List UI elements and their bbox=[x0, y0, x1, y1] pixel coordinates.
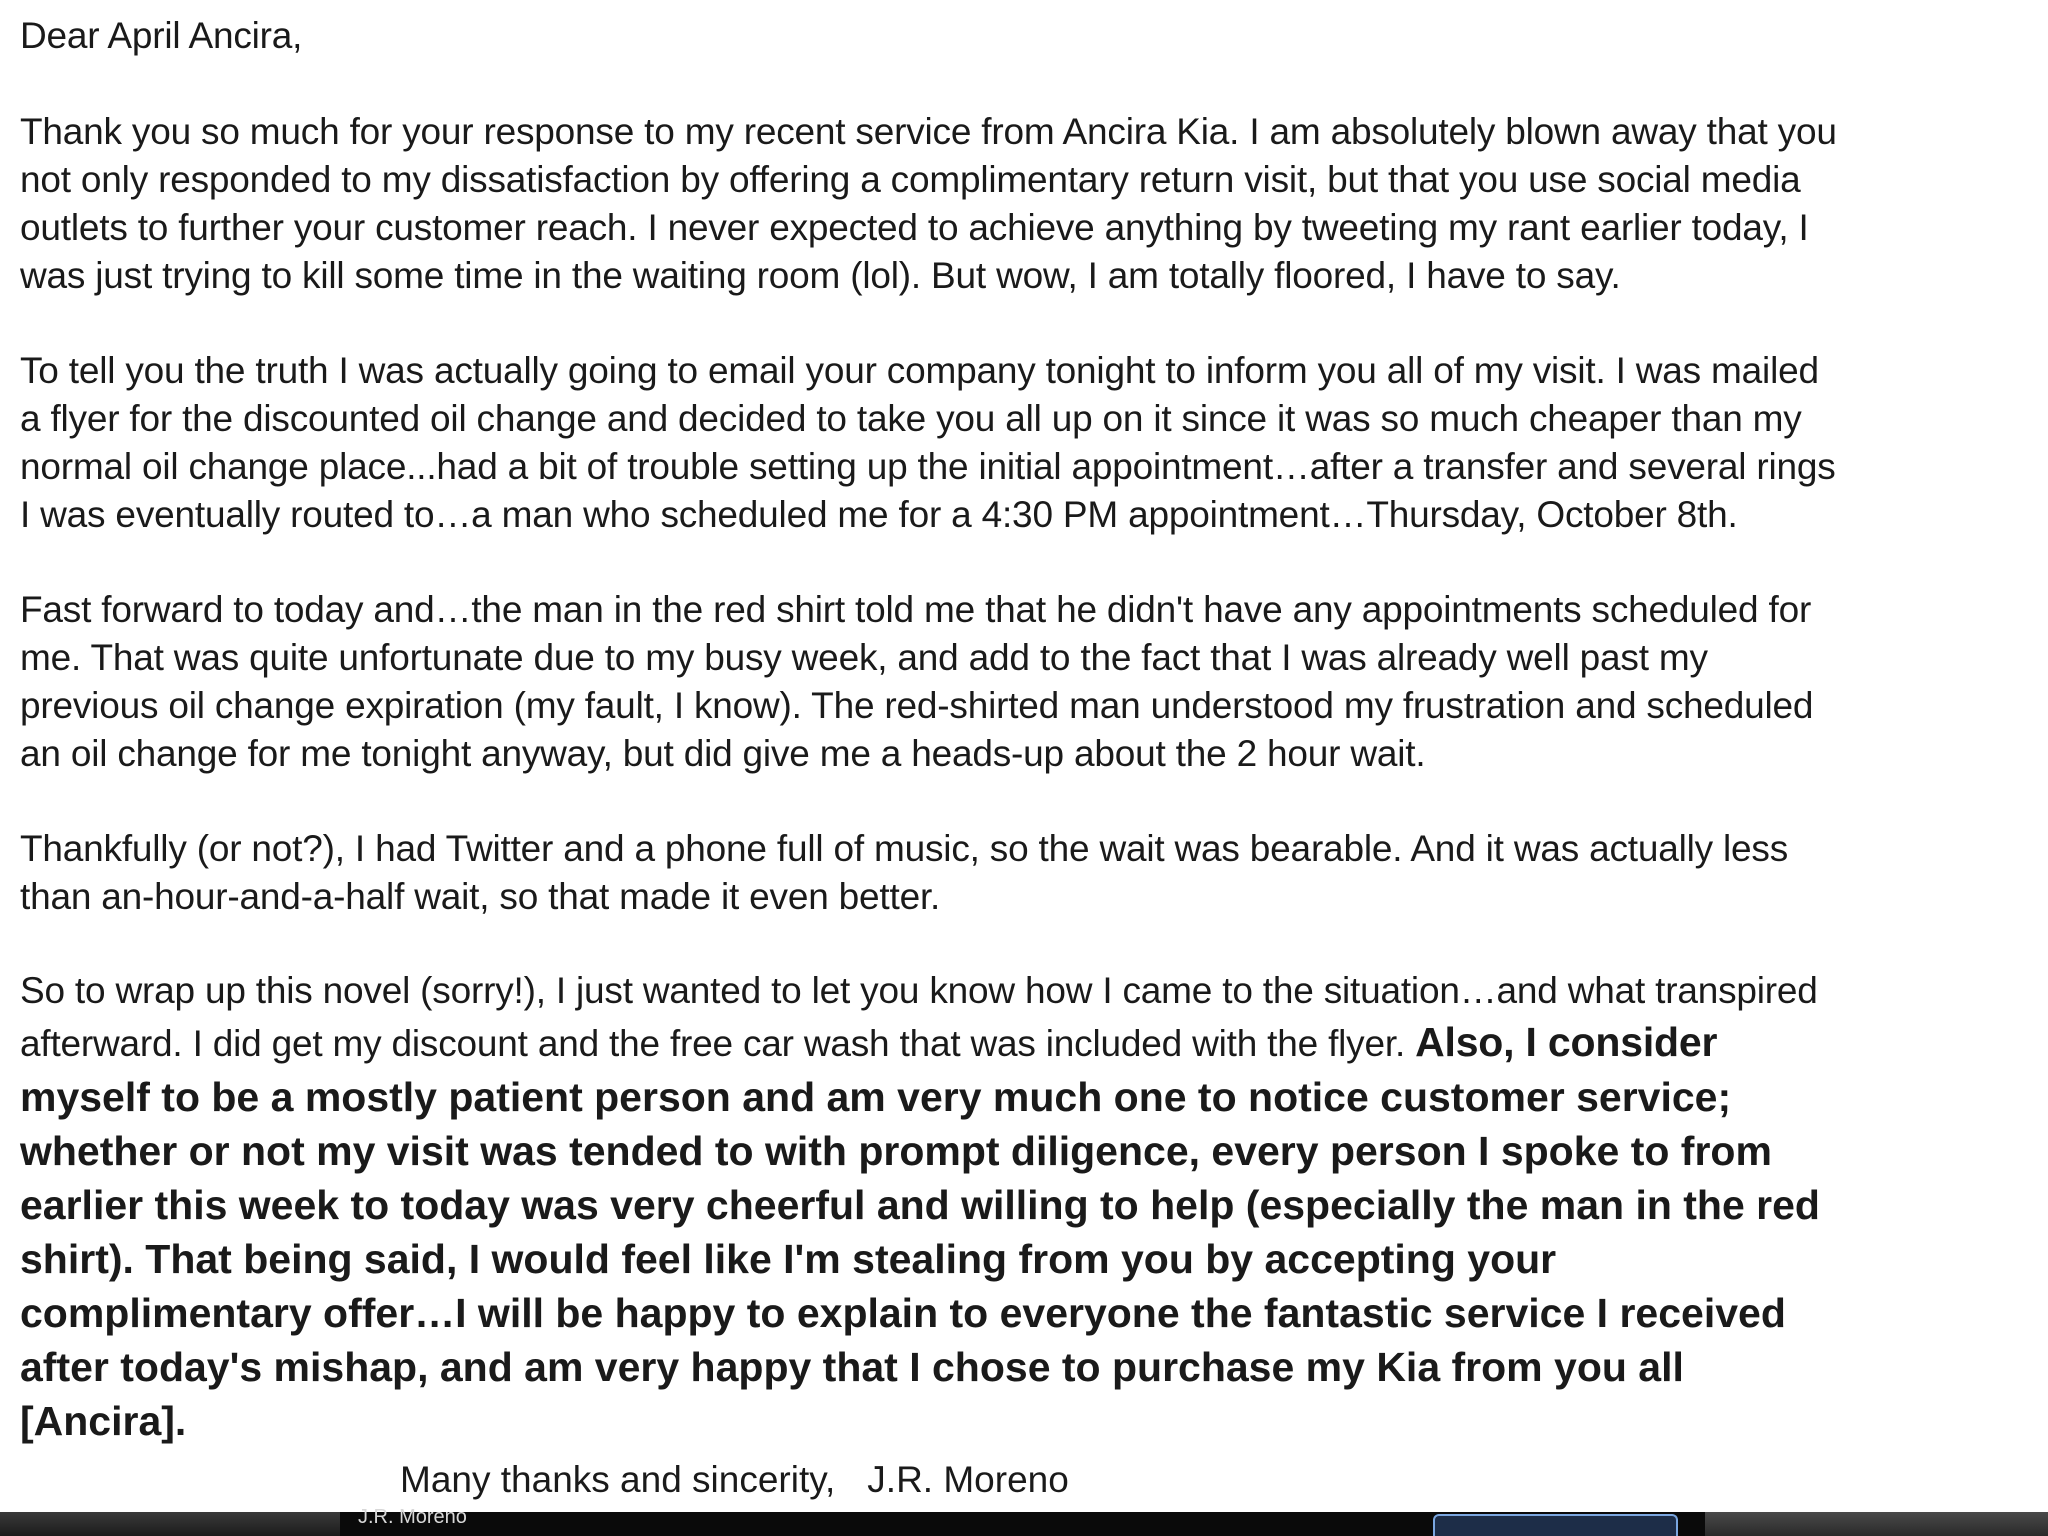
bold-line-5: complimentary offer…I will be happy to explain to everyone the fantastic service I received bbox=[20, 1290, 1786, 1336]
footer-right-panel bbox=[1705, 1512, 2048, 1536]
signature: J.R. Moreno bbox=[867, 1459, 1069, 1500]
bold-line-4: shirt). That being said, I would feel like I'm stealing from you by accepting your bbox=[20, 1236, 1557, 1282]
footer-thumbnail[interactable] bbox=[1433, 1514, 1678, 1536]
paragraph-5-line-2-bold: Also, I consider bbox=[1415, 1019, 1718, 1065]
paragraph-3-line-3: previous oil change expiration (my fault, I know). The red-shirted man understood my frustration and scheduled bbox=[20, 685, 1814, 726]
signoff bbox=[400, 1456, 1069, 1504]
paragraph-3-line-1: Fast forward to today and…the man in the red shirt told me that he didn't have any appointments scheduled for bbox=[20, 589, 1812, 630]
paragraph-4-line-2: than an-hour-and-a-half wait, so that made it even better. bbox=[20, 876, 941, 917]
paragraph-5-line-1: So to wrap up this novel (sorry!), I just wanted to let you know how I came to the situation…and what transpired bbox=[20, 970, 1818, 1011]
paragraph-1-line-2: not only responded to my dissatisfaction by offering a complimentary return visit, but that you use social media bbox=[20, 159, 1801, 200]
paragraph-1-line-3: outlets to further your customer reach. I never expected to achieve anything by tweeting my rant earlier today, I bbox=[20, 207, 1809, 248]
footer-strip bbox=[0, 1506, 2048, 1536]
bold-line-1: myself to be a mostly patient person and am very much one to notice customer service; bbox=[20, 1074, 1732, 1120]
paragraph-5-line-2-regular: afterward. I did get my discount and the free car wash that was included with the flyer. bbox=[20, 1023, 1416, 1064]
paragraph-2-line-4: I was eventually routed to…a man who scheduled me for a 4:30 PM appointment…Thursday, October 8th. bbox=[20, 494, 1738, 535]
footer-caption: J.R. Moreno bbox=[358, 1506, 467, 1528]
bold-line-7: [Ancira]. bbox=[20, 1398, 187, 1444]
bold-line-3: earlier this week to today was very cheerful and willing to help (especially the man in the red bbox=[20, 1182, 1820, 1228]
paragraph-1-line-1: Thank you so much for your response to my recent service from Ancira Kia. I am absolutely blown away that you bbox=[20, 111, 1837, 152]
paragraph-2-line-1: To tell you the truth I was actually going to email your company tonight to inform you all of my visit. I was mailed bbox=[20, 350, 1819, 391]
paragraph-5-line-2 bbox=[20, 1018, 1717, 1068]
paragraph-3-line-4: an oil change for me tonight anyway, but did give me a heads-up about the 2 hour wait. bbox=[20, 733, 1426, 774]
bold-line-2: whether or not my visit was tended to with prompt diligence, every person I spoke to from bbox=[20, 1128, 1772, 1174]
paragraph-2-line-2: a flyer for the discounted oil change and decided to take you all up on it since it was so much cheaper than my bbox=[20, 398, 1802, 439]
paragraph-4-line-1: Thankfully (or not?), I had Twitter and a phone full of music, so the wait was bearable. And it was actually less bbox=[20, 828, 1789, 869]
paragraph-2-line-3: normal oil change place...had a bit of trouble setting up the initial appointment…after a transfer and several rings bbox=[20, 446, 1836, 487]
greeting: Dear April Ancira, bbox=[20, 15, 303, 56]
paragraph-1-line-4: was just trying to kill some time in the waiting room (lol). But wow, I am totally floored, I have to say. bbox=[20, 255, 1621, 296]
paragraph-3-line-2: me. That was quite unfortunate due to my busy week, and add to the fact that I was already well past my bbox=[20, 637, 1708, 678]
bold-line-6: after today's mishap, and am very happy that I chose to purchase my Kia from you all bbox=[20, 1344, 1684, 1390]
signoff-text: Many thanks and sincerity, bbox=[400, 1459, 836, 1500]
